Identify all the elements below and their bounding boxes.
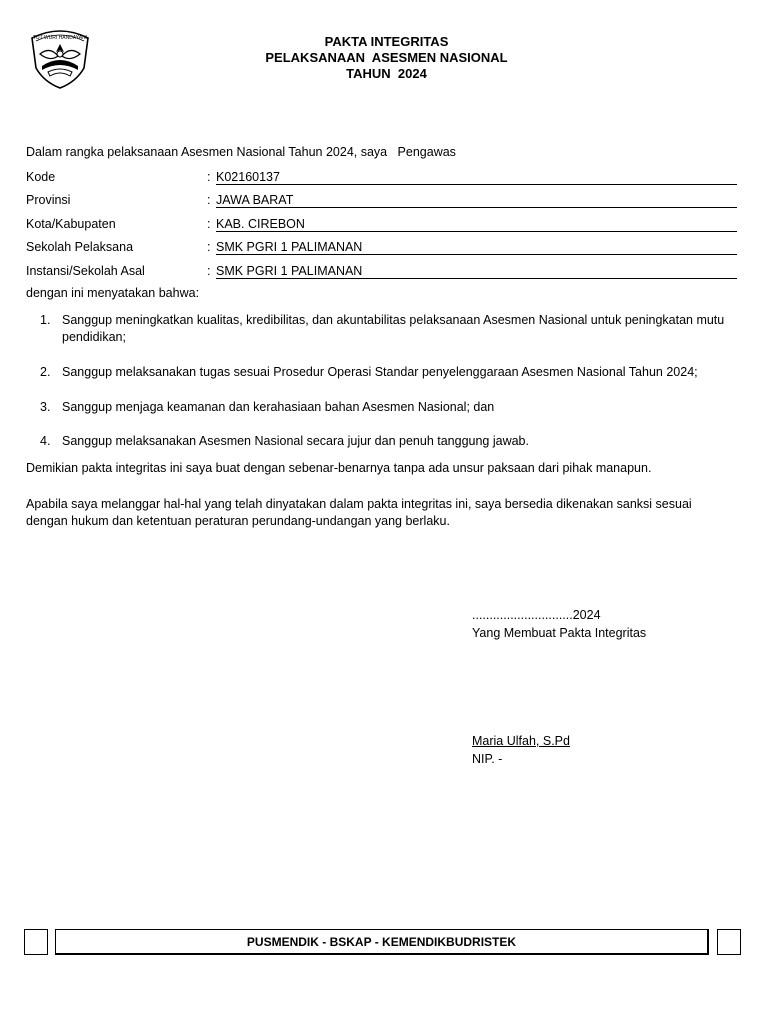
field-value: KAB. CIREBON [216, 215, 737, 232]
closing-paragraph-2: Apabila saya melanggar hal-hal yang telah dinyatakan dalam pakta integritas ini, saya bersedia dikenakan sanksi sesuai dengan hukum dan ketentuan peraturan perundang-undangan yang berlaku. [26, 497, 692, 528]
footer-right-box [717, 929, 741, 955]
title-line-1: PAKTA INTEGRITAS [324, 34, 449, 49]
field-label: Kota/Kabupaten [26, 217, 116, 231]
signature-caption: Yang Membuat Pakta Integritas [472, 626, 647, 640]
field-value: K02160137 [216, 168, 737, 185]
list-number: 2. [40, 365, 51, 379]
title-line-3: TAHUN 2024 [346, 66, 427, 81]
field-colon: : [207, 264, 211, 278]
svg-text:TUT WURI HANDAYANI: TUT WURI HANDAYANI [32, 35, 88, 41]
field-colon: : [207, 217, 211, 231]
field-value: SMK PGRI 1 PALIMANAN [216, 262, 737, 279]
field-row-instansi-sekolah-asal [26, 262, 737, 284]
footer-left-box [24, 929, 48, 955]
list-number: 1. [40, 313, 51, 327]
field-label: Provinsi [26, 193, 71, 207]
list-number: 4. [40, 434, 51, 448]
signer-nip: NIP. - [472, 752, 503, 766]
footer-bar: PUSMENDIK - BSKAP - KEMENDIKBUDRISTEK [55, 929, 709, 955]
field-row-kode [26, 168, 737, 190]
field-colon: : [207, 170, 211, 184]
document-title [0, 34, 768, 82]
field-colon: : [207, 193, 211, 207]
field-value: JAWA BARAT [216, 191, 737, 208]
field-label: Kode [26, 170, 56, 184]
intro-sentence [26, 145, 456, 159]
field-row-sekolah-pelaksana [26, 238, 737, 260]
field-colon: : [207, 240, 211, 254]
list-text: Sanggup melaksanakan Asesmen Nasional secara jujur dan penuh tanggung jawab. [62, 434, 529, 448]
closing-paragraph-1: Demikian pakta integritas ini saya buat dengan sebenar-benarnya tanpa ada unsur paksaan dari pihak manapun. [26, 461, 652, 475]
statement-intro: dengan ini menyatakan bahwa: [26, 286, 200, 300]
intro-text: Dalam rangka pelaksanaan Asesmen Nasional Tahun 2024, saya [26, 145, 388, 159]
signer-name: Maria Ulfah, S.Pd [472, 734, 570, 748]
field-label: Instansi/Sekolah Asal [26, 264, 145, 278]
field-row-provinsi [26, 191, 737, 213]
field-value: SMK PGRI 1 PALIMANAN [216, 238, 737, 255]
field-label: Sekolah Pelaksana [26, 240, 134, 254]
list-number: 3. [40, 400, 51, 414]
field-row-kota-kabupaten [26, 215, 737, 237]
list-text: Sanggup menjaga keamanan dan kerahasiaan bahan Asesmen Nasional; dan [62, 400, 495, 414]
intro-role: Pengawas [397, 145, 456, 159]
signature-date: .............................2024 [472, 608, 601, 622]
list-text: Sanggup meningkatkan kualitas, kredibilitas, dan akuntabilitas pelaksanaan Asesmen Nasional untuk peningkatan mutu pendidikan; [62, 313, 725, 344]
title-line-2: PELAKSANAAN ASESMEN NASIONAL [265, 50, 508, 65]
list-text: Sanggup melaksanakan tugas sesuai Prosedur Operasi Standar penyelenggaraan Asesmen Nasional Tahun 2024; [62, 365, 698, 379]
